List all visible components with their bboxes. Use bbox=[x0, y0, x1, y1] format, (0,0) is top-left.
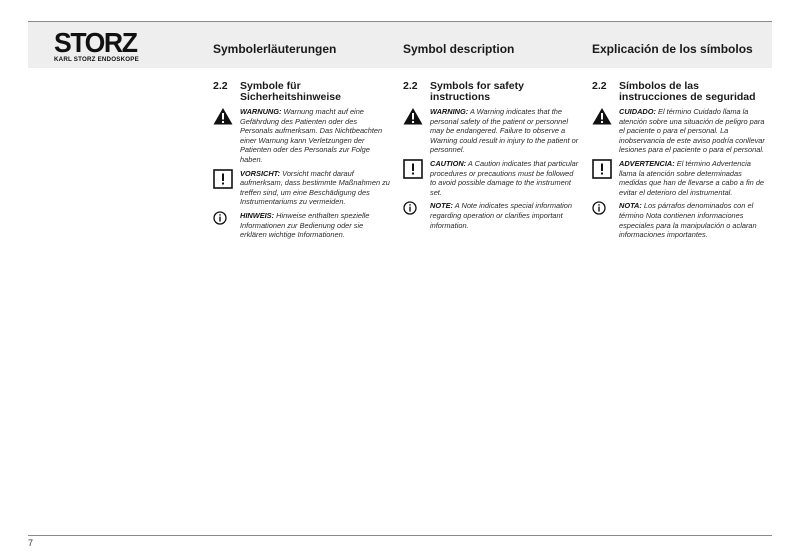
info-circle-icon bbox=[403, 201, 430, 230]
entry-text bbox=[430, 201, 581, 230]
column-en bbox=[403, 81, 581, 230]
section-number: 2.2 bbox=[592, 80, 607, 92]
karl-storz-logo bbox=[54, 27, 139, 63]
section-heading bbox=[592, 81, 770, 103]
logo-subline: KARL STORZ ENDOSKOPE bbox=[54, 56, 139, 63]
entry-label: WARNING: bbox=[430, 107, 469, 116]
column-heading-en: Symbol description bbox=[403, 42, 515, 56]
entry-text bbox=[430, 159, 581, 197]
caution-exclamation-icon bbox=[213, 169, 240, 207]
entry-body: Warnung macht auf eine Gefährdung des Patienten oder des Personals aufmerksam. Das Nichtbeachten einer Warnung kann Verletzungen der Patienten oder des Personals zur Folge haben. bbox=[240, 107, 383, 164]
safety-entry bbox=[592, 107, 770, 155]
entry-label: ADVERTENCIA: bbox=[619, 158, 675, 168]
entry-list bbox=[403, 107, 581, 230]
page-number: 7 bbox=[28, 538, 34, 548]
entry-label: VORSICHT: bbox=[240, 168, 281, 178]
entry-label: WARNUNG: bbox=[240, 107, 282, 116]
safety-entry bbox=[403, 159, 581, 197]
section-title: Symbole für Sicherheitshinweise bbox=[240, 80, 341, 103]
entry-body: A Warning indicates that the personal safety of the patient or personnel may be endangered. Failure to observe a Warning could result in injury to the patient or personnel. bbox=[430, 107, 579, 155]
entry-text bbox=[430, 107, 581, 155]
warning-triangle-icon bbox=[592, 107, 619, 155]
entry-body: Los párrafos denominados con el término Nota contienen informaciones especiales para la manipulación o aclaran informaciones importantes. bbox=[619, 201, 757, 240]
entry-text bbox=[619, 201, 770, 239]
section-heading bbox=[403, 81, 581, 103]
entry-label: HINWEIS: bbox=[240, 210, 275, 220]
entry-text bbox=[240, 211, 391, 240]
entry-list bbox=[592, 107, 770, 240]
entry-text bbox=[619, 107, 770, 155]
section-title: Symbols for safety instructions bbox=[430, 80, 524, 103]
column-es bbox=[592, 81, 770, 240]
section-heading bbox=[213, 81, 391, 103]
entry-body: A Caution indicates that particular procedures or precautions must be followed to avoid possible damage to the instrument set. bbox=[430, 158, 579, 197]
column-de bbox=[213, 81, 391, 240]
entry-list bbox=[213, 107, 391, 240]
entry-label: NOTE: bbox=[430, 201, 453, 211]
safety-entry bbox=[213, 169, 391, 207]
logo-brand: STORZ bbox=[54, 27, 137, 58]
entry-text bbox=[240, 107, 391, 165]
warning-triangle-icon bbox=[213, 107, 240, 165]
entry-body: Hinweise enthalten spezielle Informationen zur Bedienung oder sie erklären wichtige Informationen. bbox=[240, 210, 370, 240]
column-heading-de: Symbolerläuterungen bbox=[213, 42, 337, 56]
caution-exclamation-icon bbox=[403, 159, 430, 197]
entry-body: A Note indicates special information regarding operation or clarifies important information. bbox=[430, 201, 572, 230]
info-circle-icon bbox=[213, 211, 240, 240]
section-number: 2.2 bbox=[213, 80, 228, 92]
footer-rule bbox=[28, 535, 772, 536]
entry-text bbox=[619, 159, 770, 197]
safety-entry bbox=[592, 159, 770, 197]
safety-entry bbox=[213, 107, 391, 165]
safety-entry bbox=[403, 107, 581, 155]
entry-body: Vorsicht macht darauf aufmerksam, dass bestimmte Maßnahmen zu treffen sind, um eine Beschädigung des Instrumentariums zu vermeiden. bbox=[240, 168, 390, 207]
entry-label: CUIDADO: bbox=[619, 107, 656, 116]
caution-exclamation-icon bbox=[592, 159, 619, 197]
safety-entry bbox=[403, 201, 581, 230]
entry-body: El término Cuidado llama la atención sobre una situación de peligro para el paciente o para el personal. La inobservancia de este aviso podría conllevar lesiones para el paciente o para el personal. bbox=[619, 107, 765, 155]
info-circle-icon bbox=[592, 201, 619, 239]
entry-text bbox=[240, 169, 391, 207]
safety-entry bbox=[213, 211, 391, 240]
column-heading-es: Explicación de los símbolos bbox=[592, 42, 753, 56]
section-number: 2.2 bbox=[403, 80, 418, 92]
entry-label: CAUTION: bbox=[430, 158, 467, 168]
safety-entry bbox=[592, 201, 770, 239]
entry-body: El término Advertencia llama la atención sobre determinadas medidas que han de llevarse a cabo a fin de evitar el deterioro del instrumental. bbox=[619, 158, 765, 197]
section-title: Símbolos de las instrucciones de seguridad bbox=[619, 80, 756, 103]
entry-label: NOTA: bbox=[619, 201, 642, 211]
warning-triangle-icon bbox=[403, 107, 430, 155]
